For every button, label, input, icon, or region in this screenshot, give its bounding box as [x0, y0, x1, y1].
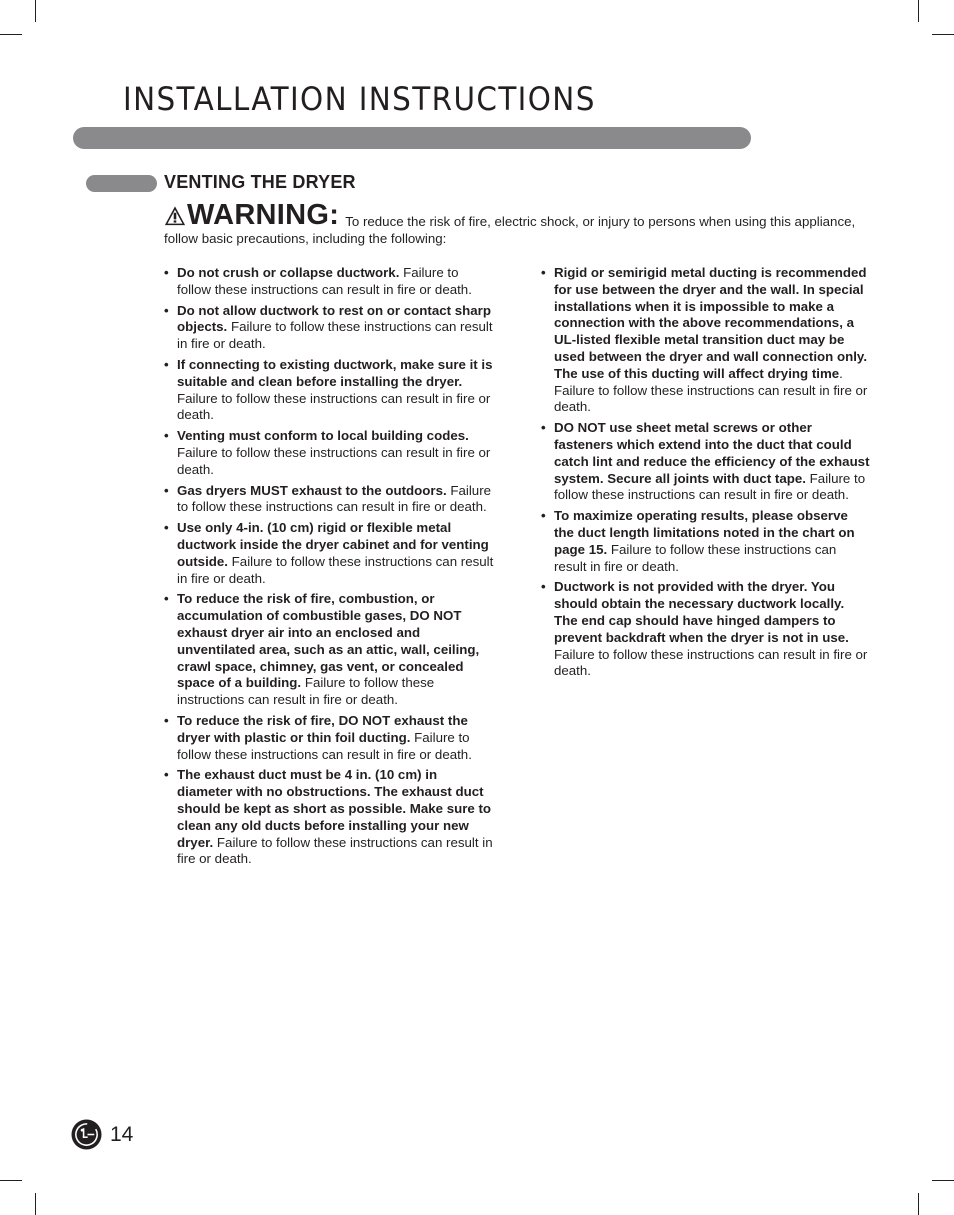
warning-text: To reduce the risk of fire, electric shock, or injury to persons when using this appliance, follow basic precautions, including the following:: [164, 214, 856, 246]
page-footer: [71, 1119, 133, 1150]
list-item: • Rigid or semirigid metal ducting is recommended for use between the dryer and the wall. In special installations when it is impossible to make a connection with the above recommendations, a UL-listed flexible metal transition duct may be used between the dryer and wall connection only. The use of this ducting will affect drying time. Failure to follow these instructions can result in fire or death.: [541, 265, 868, 415]
crop-mark: [0, 34, 22, 35]
crop-mark: [35, 0, 36, 22]
left-column: [164, 265, 494, 872]
list-item: • Do not allow ductwork to rest on or contact sharp objects. Failure to follow these instructions can result in fire or death.: [164, 302, 493, 352]
list-item: • Venting must conform to local building codes. Failure to follow these instructions can result in fire or death.: [164, 428, 491, 477]
list-item: • Do not crush or collapse ductwork. Failure to follow these instructions can result in fire or death.: [164, 265, 472, 297]
warning-heading: [164, 201, 339, 229]
warning-triangle-icon: [164, 205, 186, 227]
list-item: • If connecting to existing ductwork, make sure it is suitable and clean before installing the dryer. Failure to follow these instructions can result in fire or death.: [164, 356, 493, 423]
crop-mark: [918, 1193, 919, 1215]
list-item: • To reduce the risk of fire, DO NOT exhaust the dryer with plastic or thin foil ducting. Failure to follow these instructions can result in fire or death.: [164, 712, 472, 762]
section-marker-pill: [86, 175, 157, 192]
title-divider-bar: [73, 127, 751, 149]
page-number: 14: [110, 1122, 134, 1146]
crop-mark: [0, 1180, 22, 1181]
list-item: • Use only 4-in. (10 cm) rigid or flexible metal ductwork inside the dryer cabinet and for venting outside. Failure to follow these instructions can result in fire or death.: [164, 520, 494, 586]
crop-mark: [932, 34, 954, 35]
list-item: • To reduce the risk of fire, combustion, or accumulation of combustible gases, DO NOT exhaust dryer air into an enclosed and unventilated area, such as an attic, wall, ceiling, crawl space, chimney, gas vent, or concealed space of a building. Failure to follow these instructions can result in fire or death.: [164, 591, 480, 708]
page-title: INSTALLATION INSTRUCTIONS: [123, 80, 596, 118]
warning-notice: [164, 201, 864, 247]
crop-mark: [35, 1193, 36, 1215]
list-item: • To maximize operating results, please observe the duct length limitations noted in the chart on page 15. Failure to follow these instructions can result in fire or death.: [541, 508, 855, 574]
list-item: • DO NOT use sheet metal screws or other fasteners which extend into the duct that could catch lint and reduce the efficiency of the exhaust system. Secure all joints with duct tape. Failure to follow these instructions can result in fire or death.: [541, 420, 870, 503]
list-item: • The exhaust duct must be 4 in. (10 cm) in diameter with no obstructions. The exhaust duct should be kept as short as possible. Make sure to clean any old ducts before installing your new dryer. Failure to follow these instructions can result in fire or death.: [164, 767, 493, 867]
warning-label: WARNING:: [187, 199, 340, 231]
list-item: • Ductwork is not provided with the dryer. You should obtain the necessary ductwork locally. The end cap should have hinged dampers to prevent backdraft when the dryer is not in use. Failure to follow these instructions can result in fire or death.: [541, 579, 868, 679]
right-column: [541, 265, 871, 684]
list-item: • Gas dryers MUST exhaust to the outdoors. Failure to follow these instructions can result in fire or death.: [164, 482, 492, 515]
section-title: VENTING THE DRYER: [164, 172, 356, 192]
lg-logo-icon: [71, 1119, 102, 1150]
crop-mark: [918, 0, 919, 22]
crop-mark: [932, 1180, 954, 1181]
